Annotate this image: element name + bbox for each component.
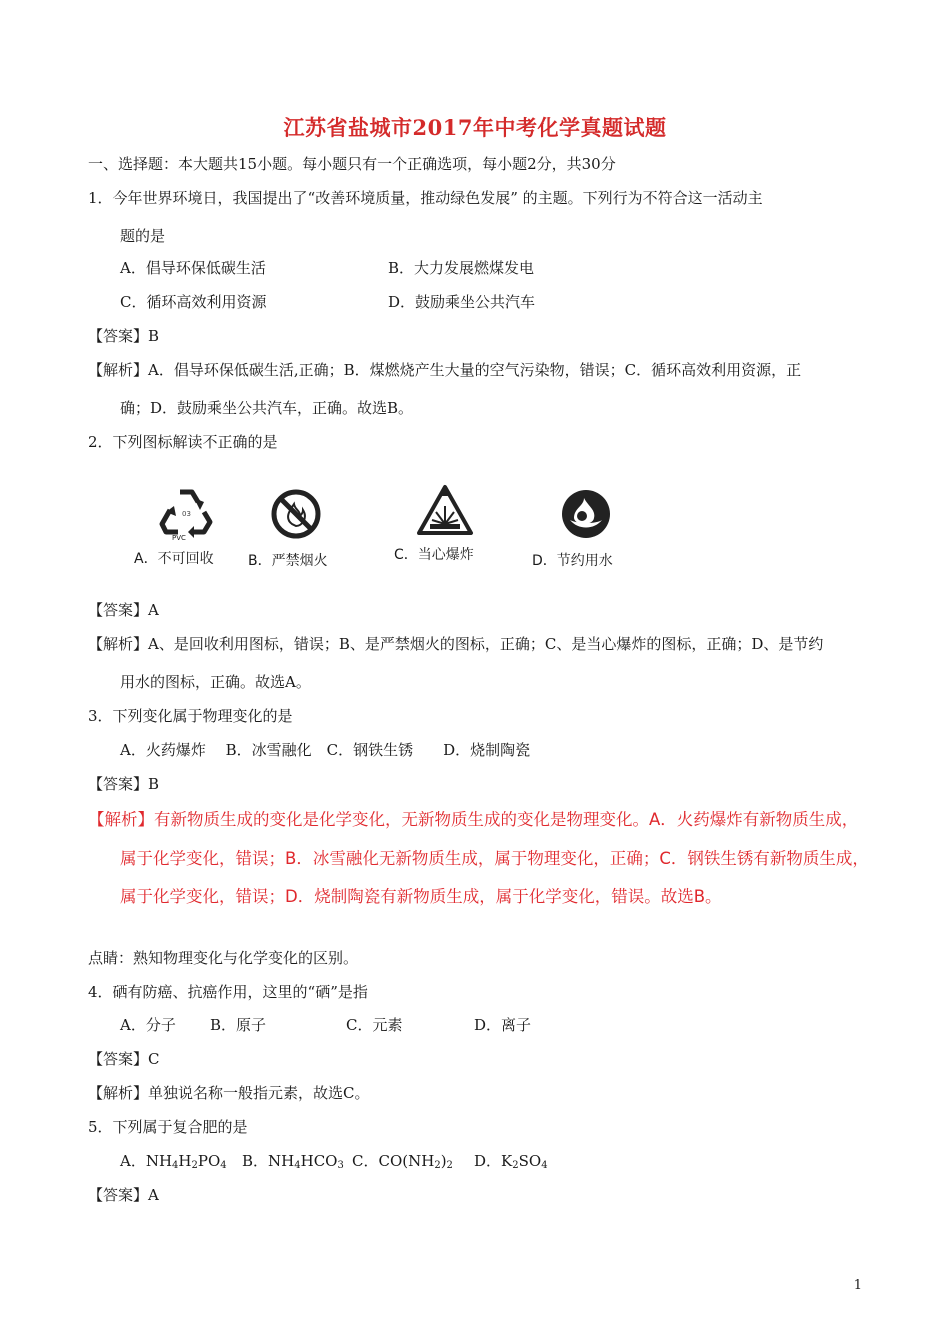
q1-option-b: B．大力发展燃煤发电 — [388, 259, 535, 277]
q3-note: 点睛：熟知物理变化与化学变化的区别。 — [88, 949, 359, 967]
q1-analysis-cont: 确；D．鼓励乘坐公共汽车，正确。故选B。 — [120, 399, 414, 417]
q1-analysis: 【解析】A．倡导环保低碳生活,正确；B．煤燃烧产生大量的空气污染物，错误；C．循环高效利用资源，正 — [88, 361, 802, 379]
pvc-code: PVC — [172, 534, 186, 542]
q4-option-a: A．分子 — [120, 1016, 176, 1034]
q3-stem: 3．下列变化属于物理变化的是 — [88, 707, 293, 725]
q4-answer: 【答案】C — [88, 1050, 160, 1068]
q5-answer: 【答案】A — [88, 1186, 159, 1204]
q2-icon-row — [120, 478, 660, 578]
q2-analysis: 【解析】A、是回收利用图标，错误；B、是严禁烟火的图标，正确；C、是当心爆炸的图标，正确；D、是节约 — [88, 635, 824, 653]
q1-option-c: C．循环高效利用资源 — [120, 293, 267, 311]
q2-answer: 【答案】A — [88, 601, 159, 619]
page-title: 江苏省盐城市2017年中考化学真题试题 — [283, 115, 667, 140]
recycle-icon — [158, 484, 214, 542]
q1-stem-cont: 题的是 — [120, 227, 166, 245]
q4-stem: 4．硒有防癌、抗癌作用，这里的“硒”是指 — [88, 983, 368, 1001]
q2-stem: 2．下列图标解读不正确的是 — [88, 433, 278, 451]
section-heading: 一、选择题：本大题共15小题。每小题只有一个正确选项，每小题2分，共30分 — [88, 155, 616, 173]
q1-answer: 【答案】B — [88, 327, 160, 345]
q3-analysis: 【解析】有新物质生成的变化是化学变化，无新物质生成的变化是物理变化。A．火药爆炸有新物质生成， — [88, 810, 859, 829]
q4-option-d: D．离子 — [474, 1016, 532, 1034]
q1-stem: 1．今年世界环境日，我国提出了“改善环境质量，推动绿色发展” 的主题。下列行为不符合这一活动主 — [88, 189, 763, 207]
icon-b-label: B．严禁烟火 — [248, 553, 328, 569]
icon-a-label: A．不可回收 — [134, 551, 214, 567]
q4-option-b: B．原子 — [210, 1016, 267, 1034]
q5-option-d: D．$K_2SO_4$ — [474, 1152, 548, 1171]
q5-option-a: A．$NH_4H_2PO_4$ — [120, 1152, 227, 1171]
q4-analysis: 【解析】单独说名称一般指元素，故选C。 — [88, 1084, 370, 1102]
q3-analysis-cont-1: 属于化学变化，错误；B．冰雪融化无新物质生成，属于物理变化，正确；C．钢铁生锈有新物质生成， — [120, 849, 869, 868]
q5-stem: 5．下列属于复合肥的是 — [88, 1118, 248, 1136]
icon-d-label: D．节约用水 — [532, 553, 613, 569]
page-number: 1 — [853, 1278, 862, 1293]
q1-option-a: A．倡导环保低碳生活 — [120, 259, 266, 277]
q2-analysis-cont: 用水的图标，正确。故选A。 — [120, 673, 311, 691]
q3-options: A．火药爆炸 B．冰雪融化 C．钢铁生锈 D．烧制陶瓷 — [120, 741, 531, 759]
q1-option-d: D．鼓励乘坐公共汽车 — [388, 293, 536, 311]
q5-option-c: C．$CO(NH_2)_2$ — [352, 1152, 453, 1171]
water-saving-icon — [560, 488, 612, 540]
q5-option-b: B．$NH_4HCO_3$ — [242, 1152, 344, 1171]
q3-analysis-cont-2: 属于化学变化，错误；D．烧制陶瓷有新物质生成，属于化学变化，错误。故选B。 — [120, 887, 722, 906]
explosion-warning-icon — [416, 484, 474, 536]
icon-c-label: C．当心爆炸 — [394, 547, 474, 563]
q4-option-c: C．元素 — [346, 1016, 403, 1034]
no-fire-icon — [270, 488, 322, 540]
svg-text:03: 03 — [182, 510, 191, 518]
q3-answer: 【答案】B — [88, 775, 160, 793]
